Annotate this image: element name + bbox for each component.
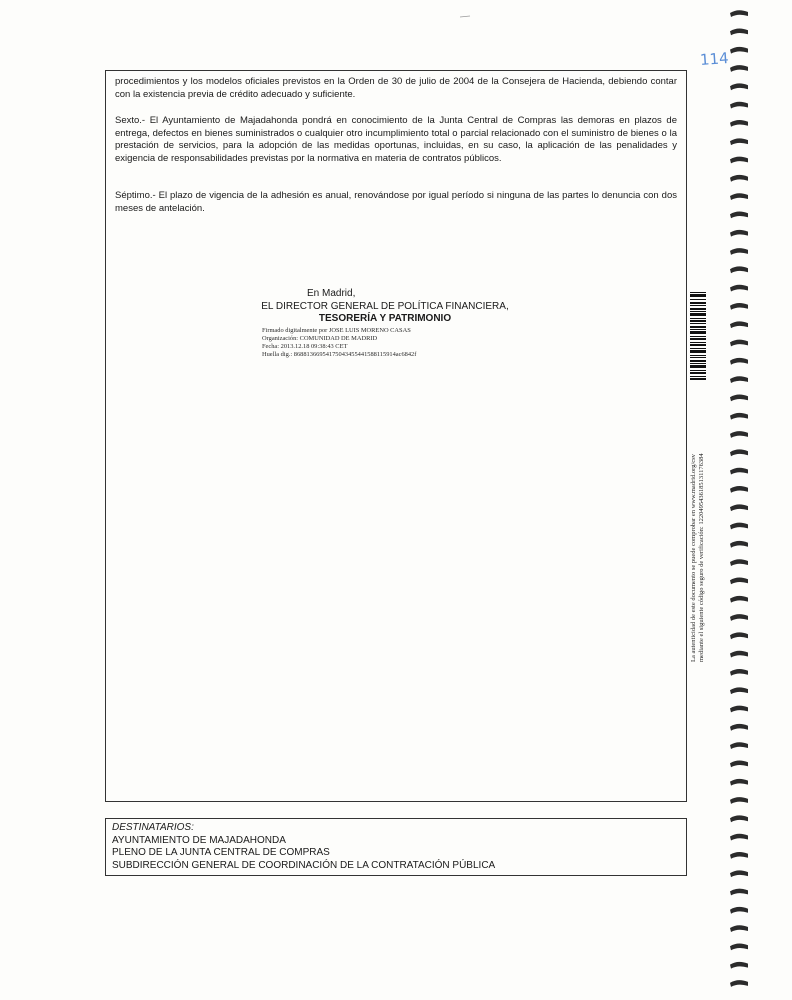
resolution-body-frame (105, 70, 687, 802)
barcode-icon (690, 292, 706, 380)
signature-title-line1: EL DIRECTOR GENERAL DE POLÍTICA FINANCIERA, (261, 300, 509, 312)
handwritten-page-number: 114 (699, 49, 730, 69)
recipient-item: SUBDIRECCIÓN GENERAL DE COORDINACIÓN DE LA CONTRATACIÓN PÚBLICA (112, 859, 496, 871)
verification-sidebar (690, 292, 710, 662)
recipients-title: DESTINATARIOS: (112, 822, 194, 833)
digital-organization: Organización: COMUNIDAD DE MADRID (262, 335, 378, 343)
paragraph-septimo: Séptimo.- El plazo de vigencia de la adhesión es anual, renovándose por igual período si ninguna de las partes lo denuncia con dos meses de antelación. (115, 190, 677, 214)
spiral-binding-icon (728, 0, 750, 1000)
recipient-item: AYUNTAMIENTO DE MAJADAHONDA (112, 834, 286, 846)
signature-title-line2: TESORERÍA Y PATRIMONIO (318, 313, 452, 324)
signature-block (225, 288, 545, 326)
verification-line2: mediante el siguiente código seguro de verificación: 1220495436185131176384 (698, 453, 705, 662)
digital-date: Fecha: 2013.12.18 09:38:43 CET (262, 343, 348, 351)
recipient-item: PLENO DE LA JUNTA CENTRAL DE COMPRAS (112, 847, 330, 858)
paragraph-sexto: Sexto.- El Ayuntamiento de Majadahonda pondrá en conocimiento de la Junta Central de Compras las demoras en plazos de entrega, defectos en bienes suministrados o cualquier otro incumplimiento total o parcial relacionado con el suministro de bienes o la prestación de servicios, para la adopción de las medidas oportunas, incluidas, en su caso, la aplicación de las penalidades y exigencia de responsabilidades previstas por la normativa en materia de contratos públicos. (115, 115, 677, 164)
verification-line1: La autenticidad de este documento se puede comprobar en www.madrid.org/csv (690, 454, 697, 662)
digital-hash: Huella dig.: 86881366954175043455441588115914ac6842f (262, 351, 417, 359)
recipients-box (105, 818, 687, 876)
scan-speck (460, 6, 472, 10)
barcode (690, 292, 706, 380)
spiral-binding (728, 0, 750, 1000)
digital-signature-stamp (262, 327, 416, 359)
paragraph-procedimientos: procedimientos y los modelos oficiales previstos en la Orden de 30 de julio de 2004 de la Consejera de Hacienda, debiendo contar con la existencia previa de crédito adecuado y suficiente. (115, 76, 677, 100)
digital-signer: Firmado digitalmente por JOSE LUIS MORENO CASAS (262, 327, 411, 334)
signature-place: En Madrid, (307, 288, 356, 299)
